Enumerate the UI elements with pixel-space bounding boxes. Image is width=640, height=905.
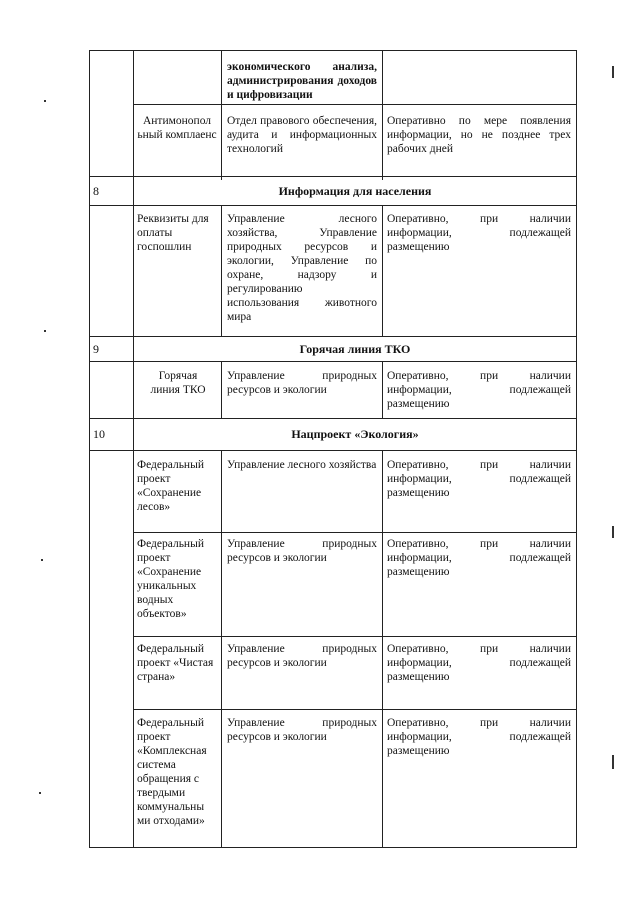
table-cell-topic: Федеральный проект «Сохранение уникальных водных объектов» bbox=[137, 538, 204, 620]
row-divider bbox=[133, 709, 577, 710]
row-divider bbox=[89, 361, 577, 362]
row-divider bbox=[89, 336, 577, 337]
section-number: 10 bbox=[93, 427, 105, 441]
table-cell-deadline: Оперативно, при наличии информации, подлежащей размещению bbox=[387, 643, 571, 683]
column-divider-topic bbox=[221, 450, 222, 848]
row-divider bbox=[133, 636, 577, 637]
section-title: Нацпроект «Экология» bbox=[291, 427, 419, 441]
table-cell-deadline: Оперативно, при наличии информации, подлежащей размещению bbox=[387, 370, 571, 410]
column-divider-dept bbox=[382, 50, 383, 180]
section-number: 9 bbox=[93, 342, 99, 356]
table-cell-deadline: Оперативно по мере появления информации, но не позднее трех рабочих дней bbox=[387, 115, 571, 155]
table-cell-department: Управление природных ресурсов и экологии bbox=[227, 538, 377, 564]
table-cell-topic: Федеральный проект «Сохранение лесов» bbox=[137, 459, 204, 513]
column-divider-topic bbox=[221, 361, 222, 419]
scan-mark bbox=[44, 330, 46, 332]
table-cell-deadline: Оперативно, при наличии информации, подлежащей размещению bbox=[387, 459, 571, 499]
scan-mark bbox=[612, 755, 614, 769]
table-cell-department: Управление природных ресурсов и экологии bbox=[227, 643, 377, 669]
row-divider bbox=[133, 104, 577, 105]
table-cell-deadline: Оперативно, при наличии информации, подлежащей размещению bbox=[387, 538, 571, 578]
scan-mark bbox=[612, 526, 614, 538]
column-divider-topic bbox=[221, 205, 222, 337]
table-cell-department: Управление лесного хозяйства bbox=[227, 459, 377, 471]
scan-mark bbox=[612, 66, 614, 78]
table-border-right bbox=[576, 176, 577, 336]
column-divider-dept bbox=[382, 450, 383, 848]
section-title: Горячая линия ТКО bbox=[299, 342, 411, 356]
table-cell-department: Управление природных ресурсов и экологии bbox=[227, 717, 377, 743]
table-border-right bbox=[576, 50, 577, 180]
table-cell-department: экономического анализа, администрирования доходов и цифровизации bbox=[227, 61, 377, 101]
table-cell-deadline: Оперативно, при наличии информации, подлежащей размещению bbox=[387, 717, 571, 757]
table-border-left bbox=[89, 50, 90, 848]
row-divider bbox=[89, 418, 577, 419]
table-cell-topic: Антимонопол ьный комплаенс bbox=[137, 115, 217, 141]
table-cell-deadline: Оперативно, при наличии информации, подлежащей размещению bbox=[387, 213, 571, 253]
row-divider bbox=[133, 532, 577, 533]
row-divider bbox=[89, 450, 577, 451]
section-number: 8 bbox=[93, 184, 99, 198]
scan-mark bbox=[44, 100, 46, 102]
section-title: Информация для населения bbox=[278, 184, 432, 198]
table-cell-department: Управление лесного хозяйства, Управление природных ресурсов и экологии, Управление по охране, надзору и регулированию использования животного мира bbox=[227, 213, 377, 323]
table-border-top bbox=[89, 50, 577, 51]
scan-mark bbox=[39, 792, 41, 794]
table-border-right bbox=[576, 336, 577, 418]
table-cell-department: Управление природных ресурсов и экологии bbox=[227, 370, 377, 396]
table-cell-topic: Горячая линия ТКО bbox=[150, 370, 206, 396]
column-divider-num bbox=[133, 50, 134, 848]
column-divider-dept bbox=[382, 205, 383, 337]
scan-mark bbox=[41, 559, 43, 561]
table-cell-department: Отдел правового обеспечения, аудита и информационных технологий bbox=[227, 115, 377, 155]
table-border-right bbox=[576, 418, 577, 848]
column-divider-dept bbox=[382, 361, 383, 419]
table-border-bottom bbox=[89, 847, 577, 848]
row-divider bbox=[89, 176, 577, 177]
row-divider bbox=[89, 205, 577, 206]
table-cell-topic: Реквизиты для оплаты госпошлин bbox=[137, 213, 209, 253]
table-cell-topic: Федеральный проект «Комплексная система обращения с твердыми коммунальны ми отходами» bbox=[137, 717, 207, 827]
table-cell-topic: Федеральный проект «Чистая страна» bbox=[137, 643, 214, 683]
column-divider-topic bbox=[221, 50, 222, 180]
